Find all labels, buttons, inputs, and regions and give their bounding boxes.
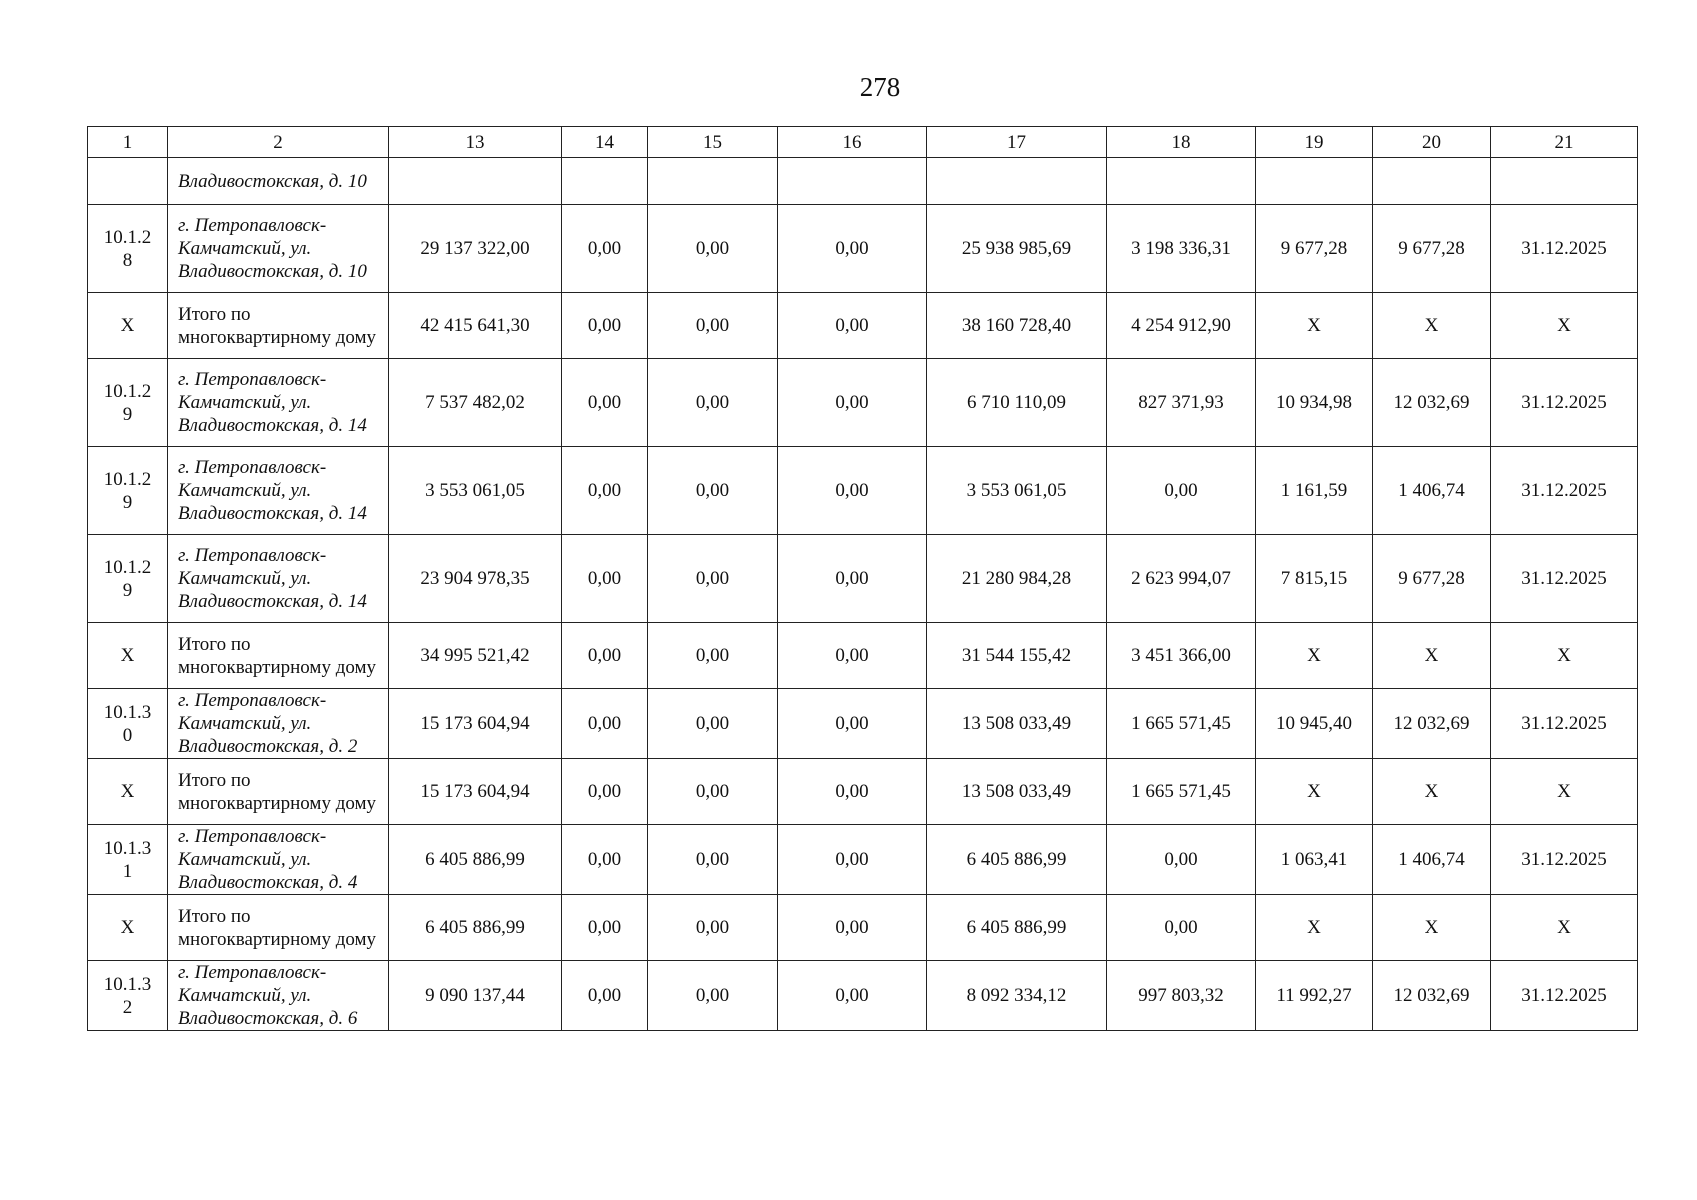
value-cell-13 xyxy=(389,158,562,205)
column-header: 1 xyxy=(88,127,168,158)
address-cell: г. Петропавловск-Камчатский, ул. Владивостокская, д. 14 xyxy=(168,535,389,623)
address-cell: Итого по многоквартирному дому xyxy=(168,759,389,825)
value-cell-15: 0,00 xyxy=(648,825,778,895)
value-cell-18: 0,00 xyxy=(1107,825,1256,895)
row-number-cell: 10.1.2 9 xyxy=(88,447,168,535)
value-cell-15: 0,00 xyxy=(648,895,778,961)
value-cell-19: 7 815,15 xyxy=(1256,535,1373,623)
value-cell-14: 0,00 xyxy=(562,759,648,825)
value-cell-19: 1 161,59 xyxy=(1256,447,1373,535)
value-cell-20: X xyxy=(1373,293,1491,359)
value-cell-13: 9 090 137,44 xyxy=(389,961,562,1031)
value-cell-14: 0,00 xyxy=(562,293,648,359)
table-row xyxy=(88,689,1638,759)
value-cell-21: X xyxy=(1491,293,1638,359)
value-cell-14: 0,00 xyxy=(562,689,648,759)
value-cell-20 xyxy=(1373,158,1491,205)
address-cell: г. Петропавловск-Камчатский, ул. Владивостокская, д. 6 xyxy=(168,961,389,1031)
row-number-cell: 10.1.3 0 xyxy=(88,689,168,759)
column-header: 19 xyxy=(1256,127,1373,158)
value-cell-17: 13 508 033,49 xyxy=(927,689,1107,759)
table-row xyxy=(88,961,1638,1031)
row-number-cell: 10.1.3 2 xyxy=(88,961,168,1031)
table-row xyxy=(88,293,1638,359)
value-cell-14: 0,00 xyxy=(562,535,648,623)
value-cell-16: 0,00 xyxy=(778,759,927,825)
value-cell-18: 827 371,93 xyxy=(1107,359,1256,447)
value-cell-13: 34 995 521,42 xyxy=(389,623,562,689)
value-cell-19 xyxy=(1256,158,1373,205)
column-header: 18 xyxy=(1107,127,1256,158)
address-cell: г. Петропавловск-Камчатский, ул. Владивостокская, д. 2 xyxy=(168,689,389,759)
value-cell-16: 0,00 xyxy=(778,359,927,447)
value-cell-17: 6 405 886,99 xyxy=(927,895,1107,961)
value-cell-13: 23 904 978,35 xyxy=(389,535,562,623)
table-row xyxy=(88,359,1638,447)
value-cell-18: 3 198 336,31 xyxy=(1107,205,1256,293)
value-cell-14: 0,00 xyxy=(562,895,648,961)
value-cell-13: 15 173 604,94 xyxy=(389,689,562,759)
row-number-cell: 10.1.3 1 xyxy=(88,825,168,895)
value-cell-20: 12 032,69 xyxy=(1373,359,1491,447)
value-cell-20: X xyxy=(1373,895,1491,961)
value-cell-14: 0,00 xyxy=(562,961,648,1031)
column-header: 20 xyxy=(1373,127,1491,158)
value-cell-19: X xyxy=(1256,623,1373,689)
value-cell-21: 31.12.2025 xyxy=(1491,961,1638,1031)
table-row xyxy=(88,447,1638,535)
value-cell-17: 6 710 110,09 xyxy=(927,359,1107,447)
row-number-cell xyxy=(88,158,168,205)
value-cell-20: 1 406,74 xyxy=(1373,447,1491,535)
value-cell-16 xyxy=(778,158,927,205)
value-cell-16: 0,00 xyxy=(778,205,927,293)
column-header: 13 xyxy=(389,127,562,158)
table-row xyxy=(88,158,1638,205)
value-cell-17: 8 092 334,12 xyxy=(927,961,1107,1031)
column-header: 14 xyxy=(562,127,648,158)
value-cell-19: X xyxy=(1256,759,1373,825)
value-cell-20: 12 032,69 xyxy=(1373,689,1491,759)
value-cell-20: X xyxy=(1373,623,1491,689)
value-cell-13: 7 537 482,02 xyxy=(389,359,562,447)
value-cell-19: 9 677,28 xyxy=(1256,205,1373,293)
value-cell-17: 3 553 061,05 xyxy=(927,447,1107,535)
value-cell-16: 0,00 xyxy=(778,447,927,535)
value-cell-20: 1 406,74 xyxy=(1373,825,1491,895)
column-header: 21 xyxy=(1491,127,1638,158)
address-cell: г. Петропавловск-Камчатский, ул. Владивостокская, д. 4 xyxy=(168,825,389,895)
value-cell-18 xyxy=(1107,158,1256,205)
column-header: 15 xyxy=(648,127,778,158)
value-cell-15 xyxy=(648,158,778,205)
value-cell-17: 21 280 984,28 xyxy=(927,535,1107,623)
value-cell-15: 0,00 xyxy=(648,447,778,535)
value-cell-15: 0,00 xyxy=(648,623,778,689)
value-cell-15: 0,00 xyxy=(648,535,778,623)
value-cell-21: 31.12.2025 xyxy=(1491,689,1638,759)
value-cell-20: 12 032,69 xyxy=(1373,961,1491,1031)
value-cell-16: 0,00 xyxy=(778,961,927,1031)
column-header: 16 xyxy=(778,127,927,158)
value-cell-15: 0,00 xyxy=(648,961,778,1031)
row-number-cell: 10.1.2 8 xyxy=(88,205,168,293)
table-row xyxy=(88,623,1638,689)
row-number-cell: X xyxy=(88,759,168,825)
value-cell-18: 3 451 366,00 xyxy=(1107,623,1256,689)
table-row xyxy=(88,205,1638,293)
value-cell-14: 0,00 xyxy=(562,623,648,689)
value-cell-21: X xyxy=(1491,759,1638,825)
value-cell-15: 0,00 xyxy=(648,359,778,447)
value-cell-15: 0,00 xyxy=(648,759,778,825)
value-cell-21: 31.12.2025 xyxy=(1491,447,1638,535)
value-cell-17: 31 544 155,42 xyxy=(927,623,1107,689)
value-cell-17: 13 508 033,49 xyxy=(927,759,1107,825)
value-cell-13: 29 137 322,00 xyxy=(389,205,562,293)
address-cell: Владивостокская, д. 10 xyxy=(168,158,389,205)
row-number-cell: X xyxy=(88,623,168,689)
table-row xyxy=(88,895,1638,961)
table-row xyxy=(88,535,1638,623)
value-cell-14: 0,00 xyxy=(562,825,648,895)
value-cell-21: 31.12.2025 xyxy=(1491,205,1638,293)
value-cell-19: X xyxy=(1256,895,1373,961)
address-cell: г. Петропавловск-Камчатский, ул. Владивостокская, д. 10 xyxy=(168,205,389,293)
value-cell-14: 0,00 xyxy=(562,205,648,293)
address-cell: Итого по многоквартирному дому xyxy=(168,293,389,359)
table-row xyxy=(88,759,1638,825)
value-cell-18: 997 803,32 xyxy=(1107,961,1256,1031)
row-number-cell: X xyxy=(88,895,168,961)
table-header-row xyxy=(88,127,1638,158)
value-cell-18: 0,00 xyxy=(1107,895,1256,961)
value-cell-15: 0,00 xyxy=(648,205,778,293)
value-cell-17: 6 405 886,99 xyxy=(927,825,1107,895)
value-cell-19: 10 945,40 xyxy=(1256,689,1373,759)
value-cell-18: 2 623 994,07 xyxy=(1107,535,1256,623)
column-header: 17 xyxy=(927,127,1107,158)
value-cell-14 xyxy=(562,158,648,205)
value-cell-16: 0,00 xyxy=(778,825,927,895)
row-number-cell: 10.1.2 9 xyxy=(88,359,168,447)
value-cell-13: 3 553 061,05 xyxy=(389,447,562,535)
value-cell-15: 0,00 xyxy=(648,293,778,359)
value-cell-18: 0,00 xyxy=(1107,447,1256,535)
value-cell-19: X xyxy=(1256,293,1373,359)
value-cell-18: 1 665 571,45 xyxy=(1107,759,1256,825)
value-cell-18: 4 254 912,90 xyxy=(1107,293,1256,359)
value-cell-19: 10 934,98 xyxy=(1256,359,1373,447)
value-cell-21: 31.12.2025 xyxy=(1491,359,1638,447)
value-cell-13: 15 173 604,94 xyxy=(389,759,562,825)
address-cell: Итого по многоквартирному дому xyxy=(168,895,389,961)
value-cell-13: 6 405 886,99 xyxy=(389,825,562,895)
value-cell-14: 0,00 xyxy=(562,359,648,447)
address-cell: г. Петропавловск-Камчатский, ул. Владивостокская, д. 14 xyxy=(168,447,389,535)
value-cell-18: 1 665 571,45 xyxy=(1107,689,1256,759)
value-cell-20: 9 677,28 xyxy=(1373,205,1491,293)
value-cell-16: 0,00 xyxy=(778,293,927,359)
value-cell-21: 31.12.2025 xyxy=(1491,825,1638,895)
value-cell-21: X xyxy=(1491,895,1638,961)
value-cell-17: 25 938 985,69 xyxy=(927,205,1107,293)
value-cell-16: 0,00 xyxy=(778,535,927,623)
value-cell-13: 6 405 886,99 xyxy=(389,895,562,961)
address-cell: Итого по многоквартирному дому xyxy=(168,623,389,689)
value-cell-14: 0,00 xyxy=(562,447,648,535)
value-cell-13: 42 415 641,30 xyxy=(389,293,562,359)
value-cell-16: 0,00 xyxy=(778,623,927,689)
data-table xyxy=(87,126,1638,1031)
value-cell-17: 38 160 728,40 xyxy=(927,293,1107,359)
address-cell: г. Петропавловск-Камчатский, ул. Владивостокская, д. 14 xyxy=(168,359,389,447)
value-cell-16: 0,00 xyxy=(778,689,927,759)
value-cell-15: 0,00 xyxy=(648,689,778,759)
column-header: 2 xyxy=(168,127,389,158)
value-cell-17 xyxy=(927,158,1107,205)
row-number-cell: 10.1.2 9 xyxy=(88,535,168,623)
value-cell-21: X xyxy=(1491,623,1638,689)
value-cell-20: X xyxy=(1373,759,1491,825)
value-cell-21: 31.12.2025 xyxy=(1491,535,1638,623)
row-number-cell: X xyxy=(88,293,168,359)
value-cell-19: 1 063,41 xyxy=(1256,825,1373,895)
value-cell-21 xyxy=(1491,158,1638,205)
value-cell-20: 9 677,28 xyxy=(1373,535,1491,623)
page-number: 278 xyxy=(859,72,901,102)
table-row xyxy=(88,825,1638,895)
value-cell-16: 0,00 xyxy=(778,895,927,961)
value-cell-19: 11 992,27 xyxy=(1256,961,1373,1031)
